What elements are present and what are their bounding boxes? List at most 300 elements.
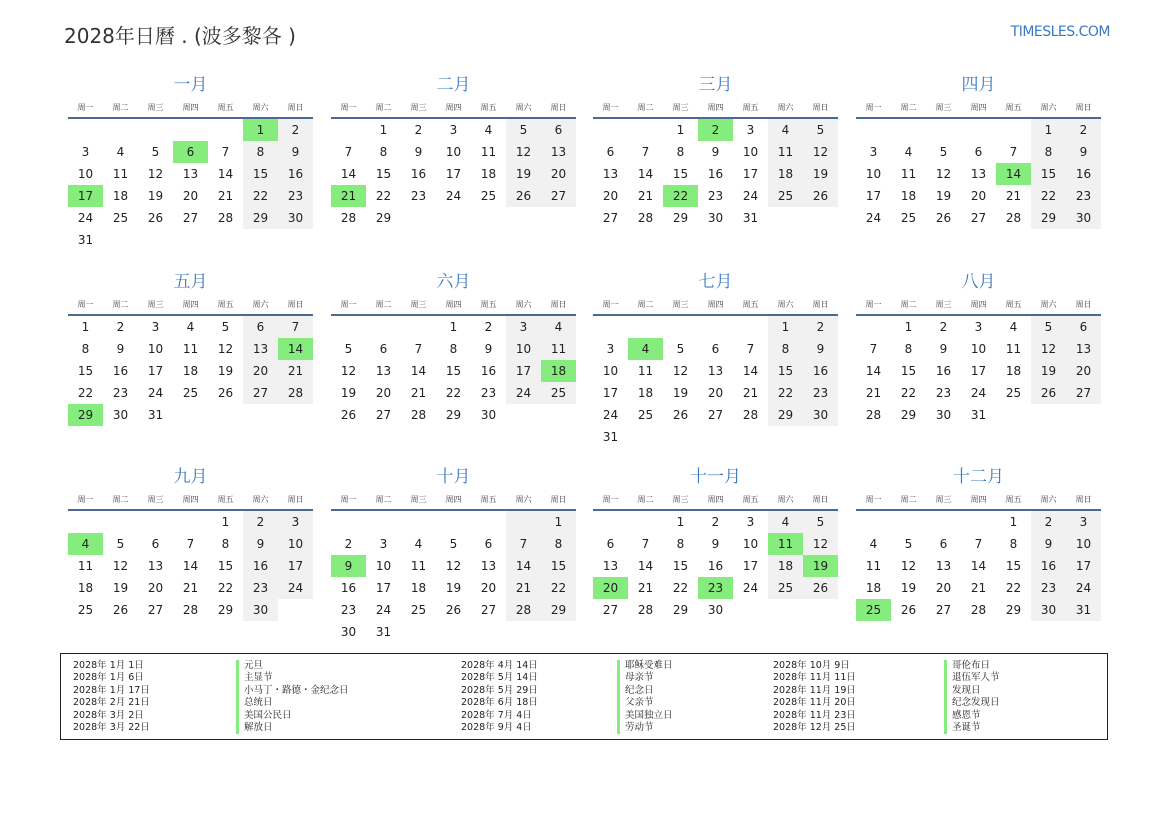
day-cell[interactable]: 23 [480, 386, 497, 400]
day-cell[interactable]: 24 [147, 386, 164, 400]
holiday-day-cell[interactable]: 29 [68, 404, 103, 426]
day-cell[interactable]: 29 [900, 408, 917, 422]
day-cell[interactable]: 16 [480, 364, 497, 378]
day-cell[interactable]: 28 [182, 603, 199, 617]
day-cell[interactable]: 24 [1066, 577, 1101, 599]
day-cell[interactable]: 15 [77, 364, 94, 378]
day-cell[interactable]: 20 [243, 360, 278, 382]
day-cell[interactable]: 27 [375, 408, 392, 422]
day-cell[interactable]: 2 [711, 515, 720, 529]
day-cell[interactable]: 18 [77, 581, 94, 595]
holiday-day-cell[interactable]: 19 [803, 555, 838, 577]
day-cell[interactable]: 7 [506, 533, 541, 555]
day-cell[interactable]: 18 [637, 386, 654, 400]
day-cell[interactable]: 22 [768, 382, 803, 404]
day-cell[interactable]: 19 [803, 163, 838, 185]
day-cell[interactable]: 13 [182, 167, 199, 181]
day-cell[interactable]: 24 [742, 189, 759, 203]
day-cell[interactable]: 15 [217, 559, 234, 573]
day-cell[interactable]: 15 [1031, 163, 1066, 185]
day-cell[interactable]: 31 [147, 408, 164, 422]
holiday-day-cell[interactable]: 2 [698, 119, 733, 141]
day-cell[interactable]: 22 [243, 185, 278, 207]
day-cell[interactable]: 5 [221, 320, 230, 334]
day-cell[interactable]: 4 [186, 320, 195, 334]
day-cell[interactable]: 13 [480, 559, 497, 573]
day-cell[interactable]: 6 [606, 145, 615, 159]
day-cell[interactable]: 17 [970, 364, 987, 378]
day-cell[interactable]: 2 [116, 320, 125, 334]
holiday-day-cell[interactable]: 1 [243, 119, 278, 141]
day-cell[interactable]: 15 [768, 360, 803, 382]
day-cell[interactable]: 12 [935, 167, 952, 181]
holiday-day-cell[interactable]: 6 [173, 141, 208, 163]
day-cell[interactable]: 24 [506, 382, 541, 404]
day-cell[interactable]: 23 [1066, 185, 1101, 207]
holiday-day-cell[interactable]: 23 [698, 577, 733, 599]
day-cell[interactable]: 21 [970, 581, 987, 595]
day-cell[interactable]: 20 [147, 581, 164, 595]
day-cell[interactable]: 26 [1031, 382, 1066, 404]
day-cell[interactable]: 2 [278, 119, 313, 141]
day-cell[interactable]: 5 [676, 342, 685, 356]
day-cell[interactable]: 20 [1066, 360, 1101, 382]
day-cell[interactable]: 25 [1005, 386, 1022, 400]
day-cell[interactable]: 3 [506, 316, 541, 338]
day-cell[interactable]: 17 [506, 360, 541, 382]
day-cell[interactable]: 9 [243, 533, 278, 555]
day-cell[interactable]: 4 [484, 123, 493, 137]
day-cell[interactable]: 10 [506, 338, 541, 360]
day-cell[interactable]: 10 [278, 533, 313, 555]
day-cell[interactable]: 10 [602, 364, 619, 378]
day-cell[interactable]: 20 [970, 189, 987, 203]
holiday-day-cell[interactable]: 14 [996, 163, 1031, 185]
day-cell[interactable]: 15 [445, 364, 462, 378]
day-cell[interactable]: 4 [414, 537, 423, 551]
day-cell[interactable]: 11 [541, 338, 576, 360]
day-cell[interactable]: 10 [970, 342, 987, 356]
day-cell[interactable]: 28 [278, 382, 313, 404]
day-cell[interactable]: 18 [1005, 364, 1022, 378]
day-cell[interactable]: 22 [1005, 581, 1022, 595]
day-cell[interactable]: 16 [1066, 163, 1101, 185]
day-cell[interactable]: 5 [449, 537, 458, 551]
day-cell[interactable]: 1 [676, 123, 685, 137]
day-cell[interactable]: 2 [939, 320, 948, 334]
day-cell[interactable]: 30 [480, 408, 497, 422]
day-cell[interactable]: 23 [112, 386, 129, 400]
day-cell[interactable]: 17 [278, 555, 313, 577]
day-cell[interactable]: 1 [904, 320, 913, 334]
day-cell[interactable]: 8 [449, 342, 458, 356]
day-cell[interactable]: 5 [904, 537, 913, 551]
day-cell[interactable]: 9 [1066, 141, 1101, 163]
day-cell[interactable]: 3 [81, 145, 90, 159]
day-cell[interactable]: 7 [278, 316, 313, 338]
day-cell[interactable]: 23 [803, 382, 838, 404]
day-cell[interactable]: 28 [742, 408, 759, 422]
holiday-day-cell[interactable]: 14 [278, 338, 313, 360]
day-cell[interactable]: 19 [1031, 360, 1066, 382]
day-cell[interactable]: 27 [935, 603, 952, 617]
day-cell[interactable]: 26 [900, 603, 917, 617]
day-cell[interactable]: 2 [414, 123, 423, 137]
day-cell[interactable]: 14 [970, 559, 987, 573]
day-cell[interactable]: 26 [803, 577, 838, 599]
day-cell[interactable]: 17 [742, 559, 759, 573]
day-cell[interactable]: 21 [865, 386, 882, 400]
day-cell[interactable]: 18 [900, 189, 917, 203]
day-cell[interactable]: 19 [112, 581, 129, 595]
day-cell[interactable]: 1 [1031, 119, 1066, 141]
day-cell[interactable]: 29 [1005, 603, 1022, 617]
day-cell[interactable]: 25 [541, 382, 576, 404]
day-cell[interactable]: 18 [112, 189, 129, 203]
day-cell[interactable]: 23 [935, 386, 952, 400]
day-cell[interactable]: 2 [1031, 511, 1066, 533]
day-cell[interactable]: 14 [410, 364, 427, 378]
day-cell[interactable]: 27 [147, 603, 164, 617]
day-cell[interactable]: 15 [375, 167, 392, 181]
day-cell[interactable]: 17 [865, 189, 882, 203]
day-cell[interactable]: 19 [900, 581, 917, 595]
day-cell[interactable]: 18 [768, 555, 803, 577]
day-cell[interactable]: 11 [865, 559, 882, 573]
day-cell[interactable]: 24 [865, 211, 882, 225]
day-cell[interactable]: 17 [375, 581, 392, 595]
day-cell[interactable]: 7 [641, 537, 650, 551]
day-cell[interactable]: 7 [344, 145, 353, 159]
day-cell[interactable]: 25 [900, 211, 917, 225]
day-cell[interactable]: 12 [340, 364, 357, 378]
day-cell[interactable]: 5 [939, 145, 948, 159]
day-cell[interactable]: 29 [375, 211, 392, 225]
day-cell[interactable]: 8 [768, 338, 803, 360]
day-cell[interactable]: 16 [112, 364, 129, 378]
day-cell[interactable]: 25 [637, 408, 654, 422]
day-cell[interactable]: 7 [414, 342, 423, 356]
day-cell[interactable]: 9 [116, 342, 125, 356]
day-cell[interactable]: 6 [541, 119, 576, 141]
day-cell[interactable]: 22 [445, 386, 462, 400]
day-cell[interactable]: 3 [1066, 511, 1101, 533]
day-cell[interactable]: 8 [541, 533, 576, 555]
day-cell[interactable]: 29 [1031, 207, 1066, 229]
holiday-day-cell[interactable]: 22 [663, 185, 698, 207]
day-cell[interactable]: 13 [147, 559, 164, 573]
day-cell[interactable]: 23 [1031, 577, 1066, 599]
day-cell[interactable]: 6 [484, 537, 493, 551]
day-cell[interactable]: 3 [746, 123, 755, 137]
day-cell[interactable]: 30 [935, 408, 952, 422]
day-cell[interactable]: 16 [707, 559, 724, 573]
day-cell[interactable]: 28 [340, 211, 357, 225]
day-cell[interactable]: 3 [869, 145, 878, 159]
day-cell[interactable]: 10 [375, 559, 392, 573]
holiday-day-cell[interactable]: 11 [768, 533, 803, 555]
day-cell[interactable]: 6 [711, 342, 720, 356]
day-cell[interactable]: 9 [711, 145, 720, 159]
day-cell[interactable]: 11 [77, 559, 94, 573]
day-cell[interactable]: 13 [935, 559, 952, 573]
day-cell[interactable]: 6 [974, 145, 983, 159]
day-cell[interactable]: 28 [970, 603, 987, 617]
day-cell[interactable]: 26 [803, 185, 838, 207]
day-cell[interactable]: 30 [278, 207, 313, 229]
day-cell[interactable]: 11 [182, 342, 199, 356]
day-cell[interactable]: 11 [637, 364, 654, 378]
day-cell[interactable]: 6 [151, 537, 160, 551]
day-cell[interactable]: 16 [410, 167, 427, 181]
day-cell[interactable]: 13 [243, 338, 278, 360]
day-cell[interactable]: 5 [151, 145, 160, 159]
day-cell[interactable]: 28 [410, 408, 427, 422]
day-cell[interactable]: 24 [278, 577, 313, 599]
day-cell[interactable]: 16 [243, 555, 278, 577]
day-cell[interactable]: 21 [410, 386, 427, 400]
day-cell[interactable]: 13 [1066, 338, 1101, 360]
day-cell[interactable]: 13 [375, 364, 392, 378]
day-cell[interactable]: 10 [742, 537, 759, 551]
day-cell[interactable]: 15 [243, 163, 278, 185]
day-cell[interactable]: 12 [217, 342, 234, 356]
day-cell[interactable]: 8 [676, 145, 685, 159]
day-cell[interactable]: 4 [541, 316, 576, 338]
day-cell[interactable]: 11 [900, 167, 917, 181]
day-cell[interactable]: 8 [904, 342, 913, 356]
day-cell[interactable]: 8 [1009, 537, 1018, 551]
day-cell[interactable]: 3 [449, 123, 458, 137]
day-cell[interactable]: 27 [182, 211, 199, 225]
day-cell[interactable]: 25 [182, 386, 199, 400]
day-cell[interactable]: 16 [707, 167, 724, 181]
day-cell[interactable]: 23 [410, 189, 427, 203]
day-cell[interactable]: 19 [340, 386, 357, 400]
day-cell[interactable]: 10 [742, 145, 759, 159]
day-cell[interactable]: 12 [147, 167, 164, 181]
holiday-day-cell[interactable]: 9 [331, 555, 366, 577]
day-cell[interactable]: 20 [707, 386, 724, 400]
day-cell[interactable]: 17 [602, 386, 619, 400]
day-cell[interactable]: 11 [410, 559, 427, 573]
day-cell[interactable]: 14 [217, 167, 234, 181]
day-cell[interactable]: 22 [217, 581, 234, 595]
day-cell[interactable]: 19 [147, 189, 164, 203]
day-cell[interactable]: 30 [340, 625, 357, 639]
day-cell[interactable]: 30 [243, 599, 278, 621]
day-cell[interactable]: 5 [803, 511, 838, 533]
day-cell[interactable]: 31 [970, 408, 987, 422]
day-cell[interactable]: 1 [221, 515, 230, 529]
day-cell[interactable]: 27 [602, 603, 619, 617]
day-cell[interactable]: 20 [602, 189, 619, 203]
day-cell[interactable]: 24 [77, 211, 94, 225]
day-cell[interactable]: 27 [1066, 382, 1101, 404]
day-cell[interactable]: 22 [1031, 185, 1066, 207]
day-cell[interactable]: 25 [768, 577, 803, 599]
day-cell[interactable]: 1 [379, 123, 388, 137]
day-cell[interactable]: 5 [506, 119, 541, 141]
day-cell[interactable]: 13 [707, 364, 724, 378]
day-cell[interactable]: 31 [77, 233, 94, 247]
day-cell[interactable]: 28 [637, 603, 654, 617]
day-cell[interactable]: 19 [672, 386, 689, 400]
day-cell[interactable]: 14 [742, 364, 759, 378]
day-cell[interactable]: 31 [1066, 599, 1101, 621]
day-cell[interactable]: 23 [278, 185, 313, 207]
day-cell[interactable]: 9 [484, 342, 493, 356]
day-cell[interactable]: 14 [506, 555, 541, 577]
day-cell[interactable]: 29 [768, 404, 803, 426]
day-cell[interactable]: 9 [414, 145, 423, 159]
day-cell[interactable]: 8 [676, 537, 685, 551]
day-cell[interactable]: 3 [606, 342, 615, 356]
day-cell[interactable]: 1 [81, 320, 90, 334]
day-cell[interactable]: 29 [541, 599, 576, 621]
day-cell[interactable]: 1 [768, 316, 803, 338]
day-cell[interactable]: 29 [445, 408, 462, 422]
holiday-day-cell[interactable]: 4 [628, 338, 663, 360]
day-cell[interactable]: 19 [506, 163, 541, 185]
day-cell[interactable]: 11 [768, 141, 803, 163]
day-cell[interactable]: 30 [112, 408, 129, 422]
day-cell[interactable]: 29 [243, 207, 278, 229]
day-cell[interactable]: 27 [541, 185, 576, 207]
day-cell[interactable]: 14 [182, 559, 199, 573]
day-cell[interactable]: 27 [243, 382, 278, 404]
day-cell[interactable]: 11 [1005, 342, 1022, 356]
day-cell[interactable]: 8 [379, 145, 388, 159]
day-cell[interactable]: 24 [970, 386, 987, 400]
day-cell[interactable]: 8 [81, 342, 90, 356]
day-cell[interactable]: 6 [243, 316, 278, 338]
day-cell[interactable]: 14 [637, 559, 654, 573]
day-cell[interactable]: 21 [1005, 189, 1022, 203]
day-cell[interactable]: 25 [768, 185, 803, 207]
day-cell[interactable]: 13 [970, 167, 987, 181]
day-cell[interactable]: 3 [278, 511, 313, 533]
day-cell[interactable]: 29 [217, 603, 234, 617]
day-cell[interactable]: 27 [602, 211, 619, 225]
day-cell[interactable]: 6 [939, 537, 948, 551]
day-cell[interactable]: 21 [637, 581, 654, 595]
day-cell[interactable]: 6 [379, 342, 388, 356]
day-cell[interactable]: 17 [445, 167, 462, 181]
day-cell[interactable]: 21 [637, 189, 654, 203]
day-cell[interactable]: 30 [707, 211, 724, 225]
day-cell[interactable]: 24 [375, 603, 392, 617]
day-cell[interactable]: 15 [672, 167, 689, 181]
day-cell[interactable]: 4 [869, 537, 878, 551]
day-cell[interactable]: 1 [449, 320, 458, 334]
day-cell[interactable]: 11 [480, 145, 497, 159]
day-cell[interactable]: 10 [445, 145, 462, 159]
day-cell[interactable]: 16 [278, 163, 313, 185]
day-cell[interactable]: 1 [1009, 515, 1018, 529]
day-cell[interactable]: 10 [147, 342, 164, 356]
day-cell[interactable]: 9 [803, 338, 838, 360]
day-cell[interactable]: 6 [606, 537, 615, 551]
day-cell[interactable]: 26 [506, 185, 541, 207]
day-cell[interactable]: 2 [1066, 119, 1101, 141]
holiday-day-cell[interactable]: 20 [593, 577, 628, 599]
day-cell[interactable]: 7 [746, 342, 755, 356]
day-cell[interactable]: 7 [221, 145, 230, 159]
day-cell[interactable]: 19 [217, 364, 234, 378]
day-cell[interactable]: 3 [151, 320, 160, 334]
day-cell[interactable]: 16 [340, 581, 357, 595]
day-cell[interactable]: 14 [865, 364, 882, 378]
day-cell[interactable]: 18 [480, 167, 497, 181]
day-cell[interactable]: 2 [344, 537, 353, 551]
day-cell[interactable]: 12 [1031, 338, 1066, 360]
day-cell[interactable]: 12 [803, 533, 838, 555]
day-cell[interactable]: 7 [869, 342, 878, 356]
day-cell[interactable]: 7 [974, 537, 983, 551]
day-cell[interactable]: 30 [707, 603, 724, 617]
day-cell[interactable]: 18 [768, 163, 803, 185]
day-cell[interactable]: 20 [541, 163, 576, 185]
day-cell[interactable]: 13 [602, 559, 619, 573]
day-cell[interactable]: 22 [375, 189, 392, 203]
day-cell[interactable]: 14 [637, 167, 654, 181]
day-cell[interactable]: 16 [803, 360, 838, 382]
day-cell[interactable]: 12 [445, 559, 462, 573]
day-cell[interactable]: 17 [147, 364, 164, 378]
day-cell[interactable]: 5 [1031, 316, 1066, 338]
day-cell[interactable]: 21 [506, 577, 541, 599]
day-cell[interactable]: 19 [445, 581, 462, 595]
day-cell[interactable]: 7 [641, 145, 650, 159]
day-cell[interactable]: 17 [742, 167, 759, 181]
day-cell[interactable]: 22 [541, 577, 576, 599]
day-cell[interactable]: 14 [340, 167, 357, 181]
day-cell[interactable]: 3 [379, 537, 388, 551]
day-cell[interactable]: 21 [742, 386, 759, 400]
day-cell[interactable]: 12 [506, 141, 541, 163]
day-cell[interactable]: 5 [116, 537, 125, 551]
day-cell[interactable]: 25 [77, 603, 94, 617]
day-cell[interactable]: 12 [803, 141, 838, 163]
day-cell[interactable]: 27 [707, 408, 724, 422]
day-cell[interactable]: 8 [221, 537, 230, 551]
brand-logo-text[interactable]: TIMESLES.COM [1010, 24, 1110, 40]
day-cell[interactable]: 12 [112, 559, 129, 573]
day-cell[interactable]: 8 [243, 141, 278, 163]
day-cell[interactable]: 4 [768, 119, 803, 141]
day-cell[interactable]: 27 [480, 603, 497, 617]
day-cell[interactable]: 7 [186, 537, 195, 551]
day-cell[interactable]: 28 [865, 408, 882, 422]
day-cell[interactable]: 25 [480, 189, 497, 203]
day-cell[interactable]: 12 [900, 559, 917, 573]
day-cell[interactable]: 3 [746, 515, 755, 529]
day-cell[interactable]: 9 [939, 342, 948, 356]
day-cell[interactable]: 29 [672, 211, 689, 225]
day-cell[interactable]: 26 [112, 603, 129, 617]
day-cell[interactable]: 16 [935, 364, 952, 378]
day-cell[interactable]: 10 [1066, 533, 1101, 555]
day-cell[interactable]: 25 [112, 211, 129, 225]
day-cell[interactable]: 10 [77, 167, 94, 181]
day-cell[interactable]: 5 [803, 119, 838, 141]
day-cell[interactable]: 24 [445, 189, 462, 203]
day-cell[interactable]: 30 [1031, 599, 1066, 621]
day-cell[interactable]: 4 [904, 145, 913, 159]
day-cell[interactable]: 3 [974, 320, 983, 334]
day-cell[interactable]: 24 [742, 581, 759, 595]
